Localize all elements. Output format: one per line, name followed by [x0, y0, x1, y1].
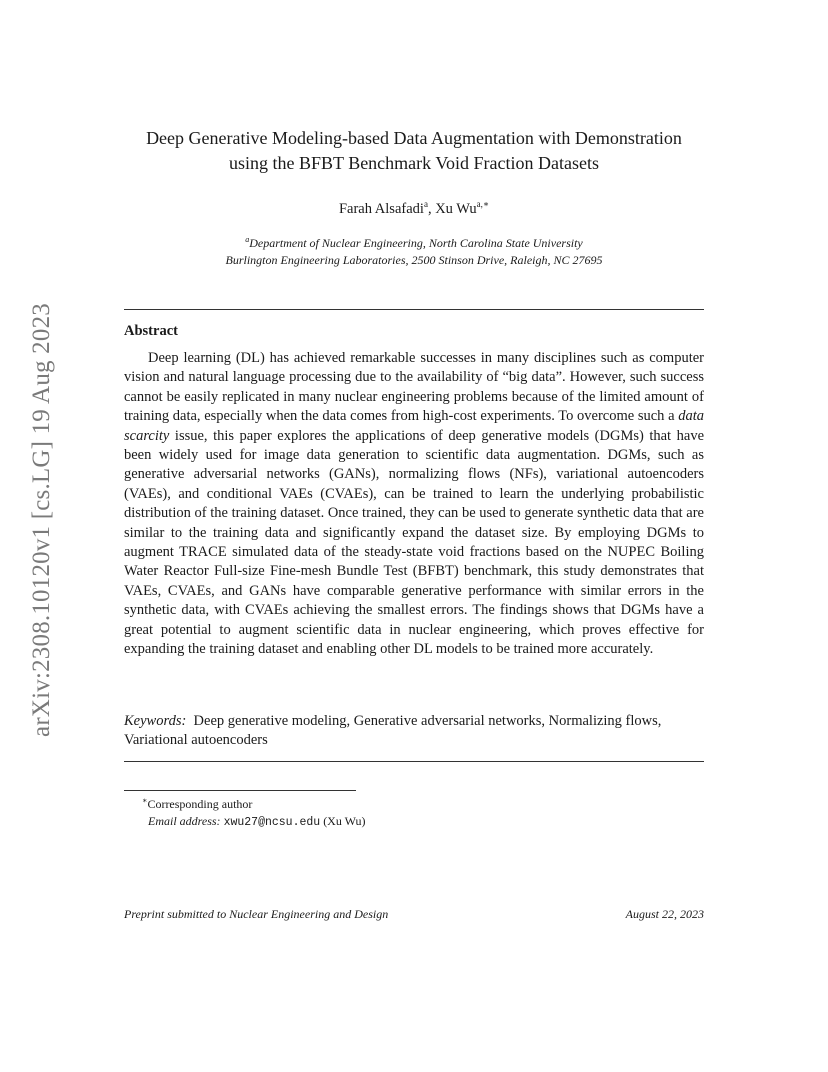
affiliation-line-2: Burlington Engineering Laboratories, 2500 Stinson Drive, Raleigh, NC 27695: [225, 253, 603, 267]
abstract-italic-phrase: data scarcity: [124, 408, 704, 444]
footnote-line-1: [124, 793, 704, 813]
abstract-text-part-2: issue, this paper explores the applications of deep generative models (DGMs) that have been widely used for image data generation to scientific data augmentation. DGMs, such as generative adversarial networks (GANs), normalizing flows (NFs), variational autoencoders (VAEs), and conditional VAEs (CVAEs), can be trained to learn the underlying probabilistic distribution of the training dataset. Once trained, they can be used to generate synthetic data that are similar to the training data and significantly expand the dataset size. By employing DGMs to augment TRACE simulated data of the steady-state void fractions based on the NUPEC Boiling Water Reactor Full-size Fine-mesh Bundle Test (BFBT) benchmark, this study demonstrates that VAEs, CVAEs, and GANs have comparable generative performance with similar errors in the synthetic data, with CVAEs achieving the smallest errors. The findings shows that DGMs have a great potential to augment scientific data in nuclear engineering, which proves effective for expanding the training dataset and enabling other DL models to be trained more accurately.: [124, 427, 704, 658]
abstract-bottom-divider: [124, 761, 704, 762]
footnote-mark: ∗: [142, 796, 148, 805]
affiliation-mark: a: [245, 235, 250, 244]
arxiv-identifier-stamp: arXiv:2308.10120v1 [cs.LG] 19 Aug 2023: [28, 303, 55, 737]
email-label: Email address:: [148, 813, 221, 828]
footnote: [124, 793, 704, 831]
title-line-2: using the BFBT Benchmark Void Fraction Datasets: [229, 153, 599, 173]
paper-title: [124, 126, 704, 176]
title-line-1: Deep Generative Modeling-based Data Augmentation with Demonstration: [146, 128, 682, 148]
author-1-name: Farah Alsafadi: [338, 200, 424, 217]
keywords: [124, 712, 704, 751]
email-address: xwu27@ncsu.edu: [223, 815, 321, 829]
footer-date: August 22, 2023: [625, 907, 704, 921]
author-2-name: Xu Wu: [435, 200, 477, 217]
footnote-line-2: [124, 813, 704, 832]
keywords-label: Keywords:: [124, 713, 187, 729]
abstract-top-divider: [124, 309, 704, 310]
author-separator: ,: [427, 200, 436, 217]
footnote-divider: [124, 790, 356, 791]
affiliation: [124, 231, 704, 269]
author-2-affil-mark: a,∗: [476, 199, 490, 209]
email-owner: (Xu Wu): [323, 813, 366, 828]
corresponding-author-label: Corresponding author: [147, 797, 253, 811]
author-list: [124, 199, 704, 218]
page-footer: [124, 907, 704, 922]
keywords-text: Deep generative modeling, Generative adversarial networks, Normalizing flows, Variational autoencoders: [124, 713, 662, 749]
abstract-heading: Abstract: [124, 323, 178, 339]
abstract-text-part-1: Deep learning (DL) has achieved remarkable successes in many disciplines such as computer vision and natural language processing due to the availability of “big data”. However, such success cannot be easily replicated in many nuclear engineering problems because of the limited amount of training data, especially when the data comes from high-cost experiments. To overcome such a: [124, 350, 704, 425]
affiliation-department: Department of Nuclear Engineering, North Carolina State University: [249, 236, 583, 250]
footer-journal: Preprint submitted to Nuclear Engineering and Design: [124, 907, 389, 921]
author-1-affil-mark: a: [423, 199, 428, 209]
abstract-body: [124, 349, 704, 660]
affiliation-line-1: [124, 231, 704, 252]
